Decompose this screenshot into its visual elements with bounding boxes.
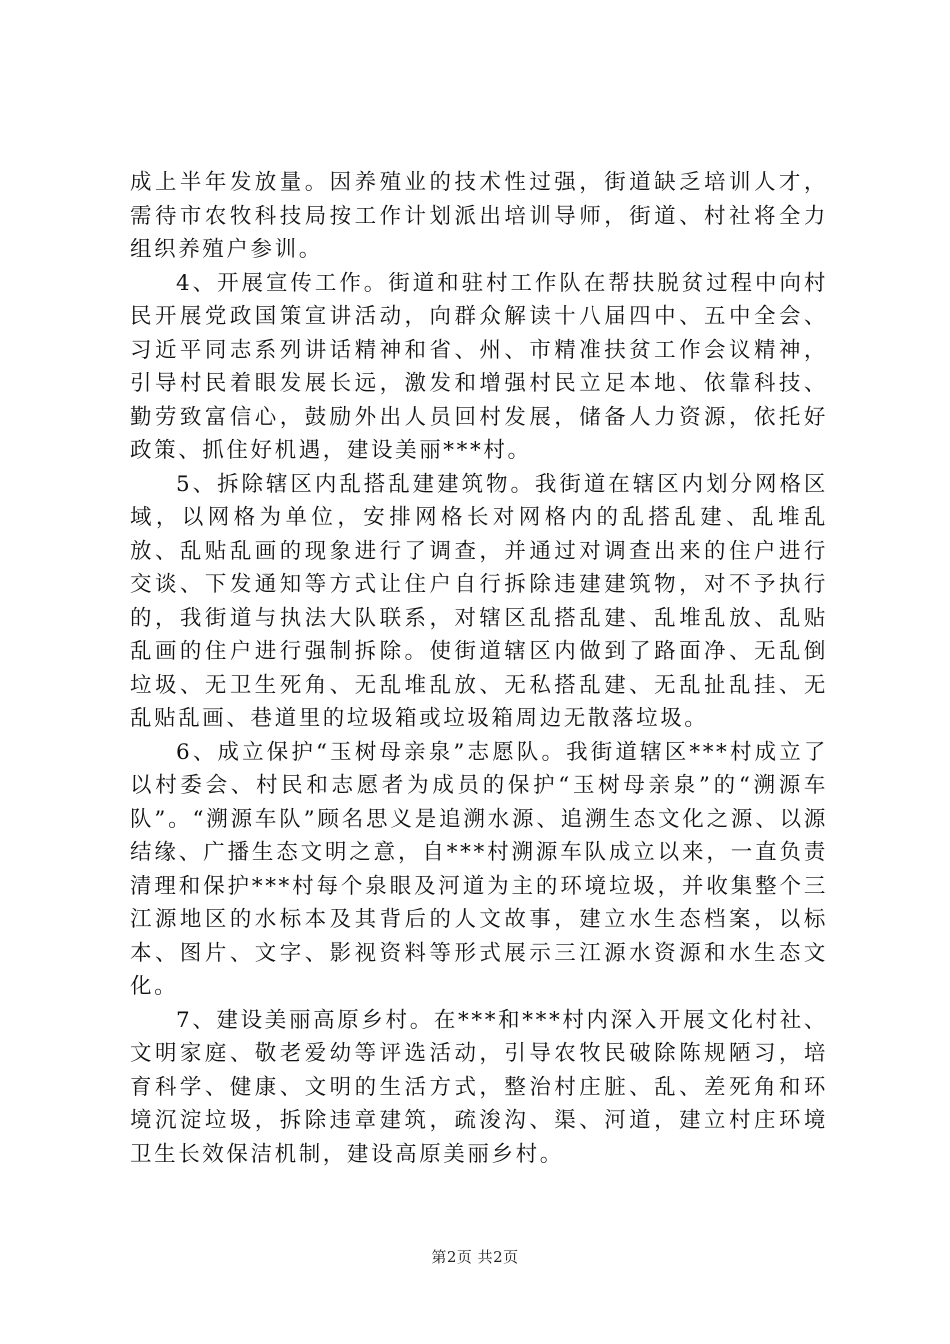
paragraph-item-5: 5、拆除辖区内乱搭乱建建筑物。我街道在辖区内划分网格区域，以网格为单位，安排网格长对网格内的乱搭乱建、乱堆乱放、乱贴乱画的现象进行了调查，并通过对调查出来的住户进行交谈、下发通知等方式让住户自行拆除违建建筑物，对不予执行的，我街道与执法大队联系，对辖区乱搭乱建、乱堆乱放、乱贴乱画的住户进行强制拆除。使街道辖区内做到了路面净、无乱倒垃圾、无卫生死角、无乱堆乱放、无私搭乱建、无乱扯乱挂、无乱贴乱画、巷道里的垃圾箱或垃圾箱周边无散落垃圾。 bbox=[130, 471, 828, 731]
document-body bbox=[130, 166, 828, 1171]
paragraph-item-6: 6、成立保护“玉树母亲泉”志愿队。我街道辖区***村成立了以村委会、村民和志愿者为成员的保护“玉树母亲泉”的“溯源车队”。“溯源车队”顾名思义是追溯水源、追溯生态文化之源、以源结缘、广播生态文明之意，自***村溯源车队成立以来，一直负责清理和保护***村每个泉眼及河道为主的环境垃圾，并收集整个三江源地区的水标本及其背后的人文故事，建立水生态档案，以标本、图片、文字、影视资料等形式展示三江源水资源和水生态文化。 bbox=[130, 739, 828, 999]
paragraph-item-7: 7、建设美丽高原乡村。在***和***村内深入开展文化村社、文明家庭、敬老爱幼等评选活动，引导农牧民破除陈规陋习，培育科学、健康、文明的生活方式，整治村庄脏、乱、差死角和环境沉淀垃圾，拆除违章建筑，疏浚沟、渠、河道，建立村庄环境卫生长效保洁机制，建设高原美丽乡村。 bbox=[130, 1007, 828, 1167]
paragraph-continuation: 成上半年发放量。因养殖业的技术性过强，街道缺乏培训人才，需待市农牧科技局按工作计划派出培训导师，街道、村社将全力组织养殖户参训。 bbox=[130, 170, 828, 262]
page-number-footer: 第2页 共2页 bbox=[431, 1248, 519, 1266]
paragraph-item-4: 4、开展宣传工作。街道和驻村工作队在帮扶脱贫过程中向村民开展党政国策宣讲活动，向群众解读十八届四中、五中全会、习近平同志系列讲话精神和省、州、市精准扶贫工作会议精神，引导村民着眼发展长远，激发和增强村民立足本地、依靠科技、勤劳致富信心，鼓励外出人员回村发展，储备人力资源，依托好政策、抓住好机遇，建设美丽***村。 bbox=[130, 270, 828, 463]
